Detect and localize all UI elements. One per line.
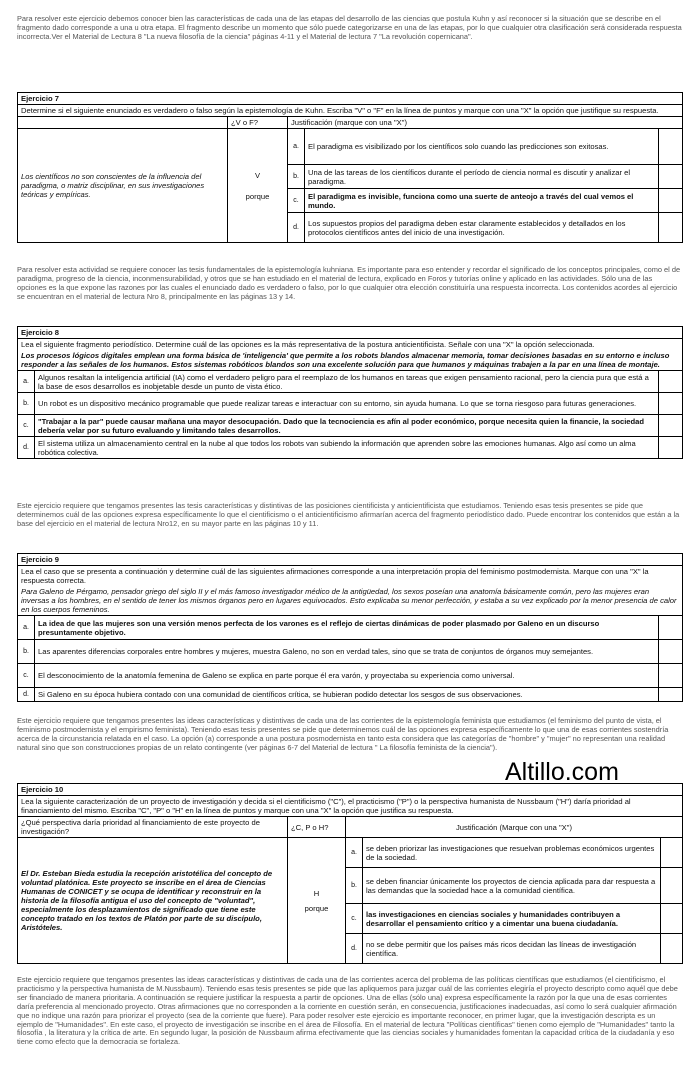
exercise-10-prompt: Lea la siguiente caracterización de un proyecto de investigación y decida si el cientificismo ("C"), el practicismo ("P") o la perspectiva humanista de Nussbaum ("H") daría prioridad al financiamiento del mismo. Escriba "C", "P" o "H" en la línea de puntos y marque con una "X" la opción que justifica su respuesta.	[18, 796, 683, 817]
exercise-9-quote: Para Galeno de Pérgamo, pensador griego del siglo II y el más famoso investigador médico de la antigüedad, los sexos poseían una anatomía básicamente común, pero las mujeres eran inversas a los hombres, en el sentido de tener los mismos órganos pero en lugares equivocados. Esto explicaba su menor perfección, y estaba a su vez explicado por la menor presencia de calor en los cuerpos femeninos.	[18, 586, 683, 616]
option-text: Una de las tareas de los científicos durante el período de ciencia normal es discutir y analizar el paradigma.	[305, 165, 659, 189]
option-text: Algunos resaltan la inteligencia artificial (IA) como el verdadero peligro para el reemplazo de los humanos en tareas que exigen pensamiento racional, pero la ciencia pura que está a la base de esos desarrollos es inobjetable desde un punto de vista ético.	[35, 371, 659, 393]
justification-column-header: Justificación (marque con una "X")	[288, 117, 683, 129]
option-text: El paradigma es invisible, funciona como una suerte de anteojo a través del cual vemos el mundo.	[305, 189, 659, 213]
cph-answer-cell[interactable]	[288, 838, 346, 964]
exercise-9-prompt: Lea el caso que se presenta a continuación y determine cuál de las siguientes afirmaciones corresponde a una interpretación propia del feminismo postmodernista. Marque con una "X" la respuesta correcta.	[18, 566, 683, 587]
porque-label: porque	[304, 903, 329, 913]
exercise-7-prompt: Determine si el siguiente enunciado es verdadero o falso según la epistemología de Kuhn. Escriba "V" o "F" en la línea de puntos y marque con una "X" la opción que justifique su respuesta.	[18, 105, 683, 117]
porque-label: porque	[245, 191, 270, 201]
option-mark-box[interactable]	[659, 664, 683, 688]
altillo-watermark: Altillo.com	[505, 758, 619, 786]
option-letter: c.	[18, 415, 35, 437]
exercise-9	[17, 553, 683, 702]
vf-answer: V	[254, 170, 261, 180]
option-text: se deben financiar únicamente los proyectos de ciencia aplicada para dar respuesta a las demandas que la sociedad hace a la comunidad científica.	[363, 868, 661, 904]
option-mark-box[interactable]	[659, 371, 683, 393]
option-mark-box[interactable]	[659, 415, 683, 437]
option-text: Los supuestos propios del paradigma deben estar claramente establecidos y detallados en los protocolos científicos antes del inicio de una investigación.	[305, 213, 659, 243]
exercise-8-quote: Los procesos lógicos digitales emplean una forma básica de 'inteligencia' que permite a los robots blandos almacenar memoria, tomar decisiones basadas en su entorno e incluso responder a las señales de los humanos. Estos sistemas robóticos blandos son una excelente solución para que humanos y máquinas trabajen a la par en una línea de montaje.	[18, 350, 683, 371]
exercise-7-statement: Los científicos no son conscientes de la influencia del paradigma, o matriz disciplinar, en sus investigaciones teóricas y empíricas.	[18, 129, 228, 243]
option-letter: a.	[18, 371, 35, 393]
exercise-10-note: Este ejercicio requiere que tengamos presentes las ideas características y distintivas de cada una de las corrientes acerca del problema de las políticas científicas que estudiamos (el cientificismo, el practicismo y la perspectiva humanista de M.Nussbaum). Teniendo esas tesis presentes se pide que las apliquemos para juzgar cuál de las corrientes elegiría el proyecto descripto como aquél que debe ser financiado de manera prioritaria. A continuación se requiere justificar la respuesta a partir de opciones. Una de ellas (sólo una) expresa específicamente la razón por la que una de esas corrientes daría preferencia al mencionado proyecto. Otras afirmaciones que no corresponden a la corriente en cuestión serán, en consecuencia, justificaciones inadecuadas, así como lo será cualquier afirmación que no indique una razón para priorizar el proyecto (sea de la corriente que fuere). Para poder resolver este ejercicio es importante reconocer, en primer lugar, que la investigación descripta es un ejemplo de "Humanidades". En este caso, el proyecto de investigación se inscribe en el área de Filosofía. En el material de lectura "Políticas científicas" tienen como ejemplo de "Humanidades" tanto la filosofía , la literatura y la crítica de arte. En segundo lugar, la posición de Nussbaum afirma efectivamente que las ciencias sociales y humanidades fomentan la capacidad crítica de la ciudadanía y eso tiene como efecto que la democracia se fortaleza.	[17, 975, 678, 1047]
option-text: El sistema utiliza un almacenamiento central en la nube al que todos los robots van subiendo la información que aprenden sobre las emociones humanas. Algo así como un alma robótica colectiva.	[35, 437, 659, 459]
vf-answer-cell[interactable]	[228, 129, 288, 243]
cph-answer: H	[313, 888, 320, 898]
option-letter: d.	[18, 688, 35, 702]
option-letter: d.	[288, 213, 305, 243]
option-mark-box[interactable]	[661, 934, 683, 964]
option-text: se deben priorizar las investigaciones que resuelvan problemas económicos urgentes de la sociedad.	[363, 838, 661, 868]
option-text: las investigaciones en ciencias sociales y humanidades contribuyen a desarrollar el pensamiento crítico y a cimentar una buena ciudadanía.	[363, 904, 661, 934]
exercise-8-prompt: Lea el siguiente fragmento periodístico. Determine cuál de las opciones es la más representativa de la postura anticientificista. Señale con una "X" la opción seleccionada.	[18, 339, 683, 351]
exercise-8-title: Ejercicio 8	[18, 327, 683, 339]
option-mark-box[interactable]	[661, 838, 683, 868]
option-letter: d.	[346, 934, 363, 964]
intro-note: Para resolver este ejercicio debemos conocer bien las características de cada una de las etapas del desarrollo de las ciencias que postula Kuhn y así reconocer si la situación que se describe en el fragmento dado corresponde a una u otra etapa. El fragmento describe un momento que sólo puede categorizarse en una de las etapas, por lo que cualquier otra clasificación será considerada respuesta incorrecta.Ver el Material de Lectura 8 "La nueva filosofía de la ciencia" páginas 4-11 y el Material de lectura 7 "La revolución copernicana".	[17, 14, 682, 41]
option-text: La idea de que las mujeres son una versión menos perfecta de los varones es el reflejo de ciertas dinámicas de poder plasmado por Galeno en un discurso presuntamente objetivo.	[35, 616, 659, 640]
exercise-8	[17, 326, 683, 459]
option-text: Las aparentes diferencias corporales entre hombres y mujeres, muestra Galeno, no son en verdad tales, sino que se trata de conjuntos de órganos muy semejantes.	[35, 640, 659, 664]
option-letter: a.	[18, 616, 35, 640]
exercise-9-title: Ejercicio 9	[18, 554, 683, 566]
exercise-10-title: Ejercicio 10	[18, 784, 683, 796]
option-text: "Trabajar a la par" puede causar mañana una mayor desocupación. Dado que la tecnociencia es afín al poder económico, porque necesita quien la financie, la sociedad debería velar por su futuro evaluando y limitando tales desarrollos.	[35, 415, 659, 437]
option-letter: b.	[18, 393, 35, 415]
exercise-7-note: Para resolver esta actividad se requiere conocer las tesis fundamentales de la epistemología kuhniana. Es importante para eso entender y recordar el significado de los conceptos principales, como el de paradigma, progreso de la ciencia, inconmensurabilidad, y otros que se han estudiado en el material de lectura, explicado en Foros y tutorías online y aplicado en las actividades. Sólo una de las opciones es la que expone las razones por las cuales el enunciado dado es verdadero o falso, por lo que cualquier otra elección constituiría una respuesta incorrecta. Los contenidos acordes al ejercicio se encuentran en el material de lectura Nro 8, principalmente en las páginas 13 y 14.	[17, 265, 681, 301]
option-text: Si Galeno en su época hubiera contado con una comunidad de científicos crítica, se hubieran podido detectar los sesgos de sus observaciones.	[35, 688, 659, 702]
exercise-10-statement: El Dr. Esteban Bieda estudia la recepción aristotélica del concepto de voluntad platónica. Este proyecto se inscribe en el área de Ciencias Humanas de CONICET y se ocupa de identificar y reconstruir en la historia de la filosofía antigua el uso del concepto de "voluntad", especialmente los desplazamientos de significado que tiene este concepto tratado en los textos de Platón por parte de su discípulo, Aristóteles.	[18, 838, 288, 964]
option-letter: b.	[288, 165, 305, 189]
exercise-8-note: Este ejercicio requiere que tengamos presentes las tesis características y distintivas de las posiciones cientificista y anticientificista que estudiamos. Teniendo esas tesis presentes se pide que determinemos cuál de las opciones expresa específicamente lo que el cientificismo o el anticientificismo afirmarían acerca del fragmento periodístico dado. Puede encontrar los contenidos que están a la base del ejercicio en el material de lectura Nro12, en su mayor parte en las páginas 10 y 11.	[17, 501, 680, 528]
exercise-9-note: Este ejercicio requiere que tengamos presentes las ideas características y distintivas de cada una de las corrientes de la epistemología feminista que estudiamos (el feminismo del punto de vista, el feminismo postmodernista y el empirismo feminista). Teniendo esas tesis presentes se pide que determinemos cuál de las opciones expresa específicamente lo que una de esas corrientes sostendría acerca de la circunstancia relatada en el caso. La opción (a) corresponde a una postura posmodernista en tanto esta considera que las categorías de "hombre" y "mujer" no representan una realidad natural sino que son construcciones propias de un relato contingente (ver páginas 6-7 del Material de lectura " La filosofía feminista de la ciencia").	[17, 716, 669, 752]
option-letter: a.	[346, 838, 363, 868]
option-letter: c.	[288, 189, 305, 213]
option-mark-box[interactable]	[659, 165, 683, 189]
justification-column-header: Justificación (Marque con una "X")	[346, 817, 683, 838]
option-letter: c.	[346, 904, 363, 934]
option-mark-box[interactable]	[659, 129, 683, 165]
option-letter: c.	[18, 664, 35, 688]
option-text: El desconocimiento de la anatomía femenina de Galeno se explica en parte porque él era varón, y proyectaba su experiencia como universal.	[35, 664, 659, 688]
option-letter: b.	[346, 868, 363, 904]
option-text: Un robot es un dispositivo mecánico programable que puede realizar tareas e interactuar con su entorno, sin ayuda humana. Lo que se torna riesgoso para futuras generaciones.	[35, 393, 659, 415]
option-mark-box[interactable]	[661, 868, 683, 904]
priority-column-header: ¿Qué perspectiva daría prioridad al financiamiento de este proyecto de investigación?	[18, 817, 288, 838]
cph-column-header: ¿C, P o H?	[288, 817, 346, 838]
option-mark-box[interactable]	[659, 437, 683, 459]
option-mark-box[interactable]	[659, 189, 683, 213]
exercise-7	[17, 92, 683, 243]
option-text: El paradigma es visibilizado por los científicos solo cuando las predicciones son exitosas.	[305, 129, 659, 165]
option-letter: b.	[18, 640, 35, 664]
option-mark-box[interactable]	[659, 640, 683, 664]
option-letter: d.	[18, 437, 35, 459]
exercise-10	[17, 783, 683, 964]
option-mark-box[interactable]	[661, 904, 683, 934]
option-mark-box[interactable]	[659, 213, 683, 243]
option-mark-box[interactable]	[659, 616, 683, 640]
option-letter: a.	[288, 129, 305, 165]
option-mark-box[interactable]	[659, 688, 683, 702]
exercise-7-title: Ejercicio 7	[18, 93, 683, 105]
vf-column-header: ¿V o F?	[228, 117, 288, 129]
option-text: no se debe permitir que los países más ricos decidan las líneas de investigación científica.	[363, 934, 661, 964]
option-mark-box[interactable]	[659, 393, 683, 415]
